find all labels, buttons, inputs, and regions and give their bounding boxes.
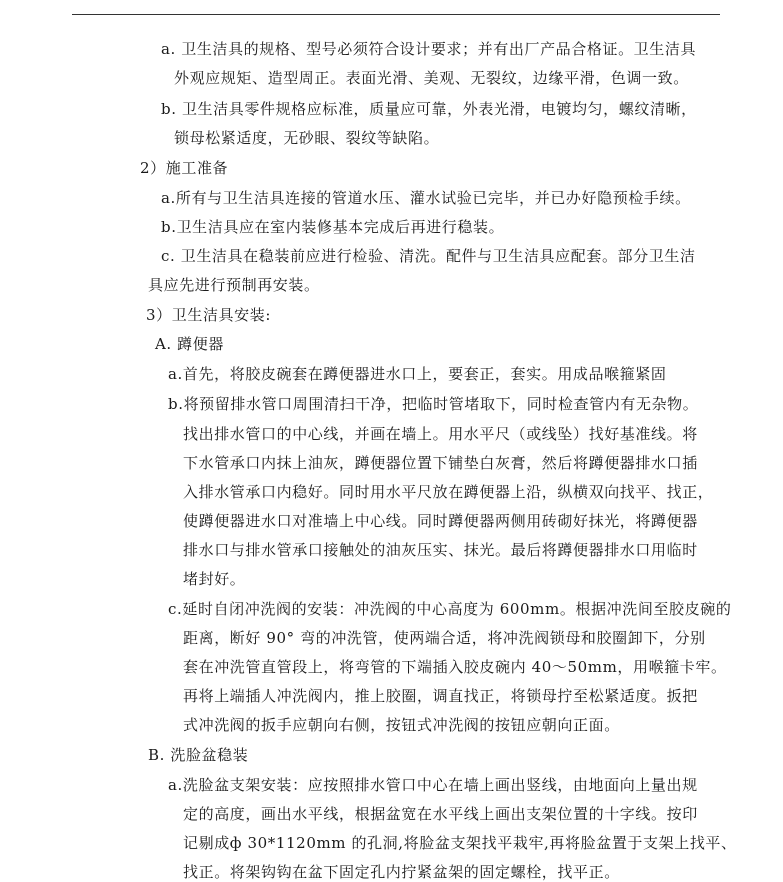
- prep-a: a.所有与卫生洁具连接的管道水压、灌水试验已完毕，并已办好隐预检手续。: [161, 189, 691, 207]
- materials-a-line-1: a. 卫生洁具的规格、型号必须符合设计要求；并有出厂产品合格证。卫生洁具: [161, 40, 697, 58]
- squat-c-line-3: 套在冲洗管直管段上，将弯管的下端插入胶皮碗内 40～50mm，用喉箍卡牢。: [183, 658, 727, 676]
- header-rule: [72, 14, 720, 15]
- materials-b-line-1: b. 卫生洁具零件规格应标准，质量应可靠，外表光滑，电镀均匀，螺纹清晰，: [161, 100, 697, 118]
- prep-c-line-1: c. 卫生洁具在稳装前应进行检验、清洗。配件与卫生洁具应配套。部分卫生洁: [161, 247, 696, 265]
- squat-b-line-1: b.将预留排水管口周围清扫干净，把临时管堵取下，同时检查管内有无杂物。: [168, 395, 699, 413]
- squat-c-line-1: c.延时自闭冲洗阀的安装：冲洗阀的中心高度为 600mm。根据冲洗间至胶皮碗的: [168, 600, 732, 618]
- squat-b-line-6: 排水口与排水管承口接触处的油灰压实、抹光。最后将蹲便器排水口用临时: [183, 541, 698, 559]
- prep-c-line-2: 具应先进行预制再安装。: [148, 276, 320, 294]
- squat-b-line-3: 下水管承口内抹上油灰，蹲便器位置下铺垫白灰膏，然后将蹲便器排水口插: [183, 454, 698, 472]
- squat-b-line-4: 入排水管承口内稳好。同时用水平尺放在蹲便器上沿，纵横双向找平、找正，: [183, 483, 714, 501]
- squat-heading: A. 蹲便器: [155, 335, 224, 353]
- squat-c-line-5: 式冲洗阀的扳手应朝向右侧，按钮式冲洗阀的按钮应朝向正面。: [183, 716, 620, 734]
- basin-a-line-3: 记剔成ф 30*1120mm 的孔洞,将脸盆支架找平栽牢,再将脸盆置于支架上找平、: [183, 834, 737, 852]
- squat-c-line-2: 距离，断好 90° 弯的冲洗管，使两端合适，将冲洗阀锁母和胶圈卸下，分别: [183, 629, 706, 647]
- install-heading: 3）卫生洁具安装:: [146, 306, 271, 324]
- prep-heading: 2）施工准备: [140, 159, 229, 177]
- materials-b-line-2: 锁母松紧适度，无砂眼、裂纹等缺陷。: [174, 129, 440, 147]
- squat-c-line-4: 再将上端插人冲洗阀内，推上胶圈，调直找正，将锁母拧至松紧适度。扳把: [183, 687, 698, 705]
- materials-a-line-2: 外观应规矩、造型周正。表面光滑、美观、无裂纹，边缘平滑，色调一致。: [174, 69, 689, 87]
- basin-a-line-1: a.洗脸盆支架安装：应按照排水管口中心在墙上画出竖线，由地面向上量出规: [168, 776, 698, 794]
- basin-a-line-4: 找正。将架钩钩在盆下固定孔内拧紧盆架的固定螺栓，找平正。: [183, 863, 620, 881]
- squat-b-line-2: 找出排水管口的中心线，并画在墙上。用水平尺（或线坠）找好基准线。将: [183, 425, 698, 443]
- prep-b: b.卫生洁具应在室内装修基本完成后再进行稳装。: [161, 218, 505, 236]
- basin-a-line-2: 定的高度，画出水平线，根据盆宽在水平线上画出支架位置的十字线。按印: [183, 805, 698, 823]
- squat-a: a.首先，将胶皮碗套在蹲便器进水口上，要套正，套实。用成品喉箍紧固: [168, 365, 667, 383]
- basin-heading: B. 洗脸盆稳装: [148, 746, 249, 764]
- squat-b-line-5: 使蹲便器进水口对准墙上中心线。同时蹲便器两侧用砖砌好抹光，将蹲便器: [183, 512, 698, 530]
- squat-b-line-7: 堵封好。: [183, 570, 246, 588]
